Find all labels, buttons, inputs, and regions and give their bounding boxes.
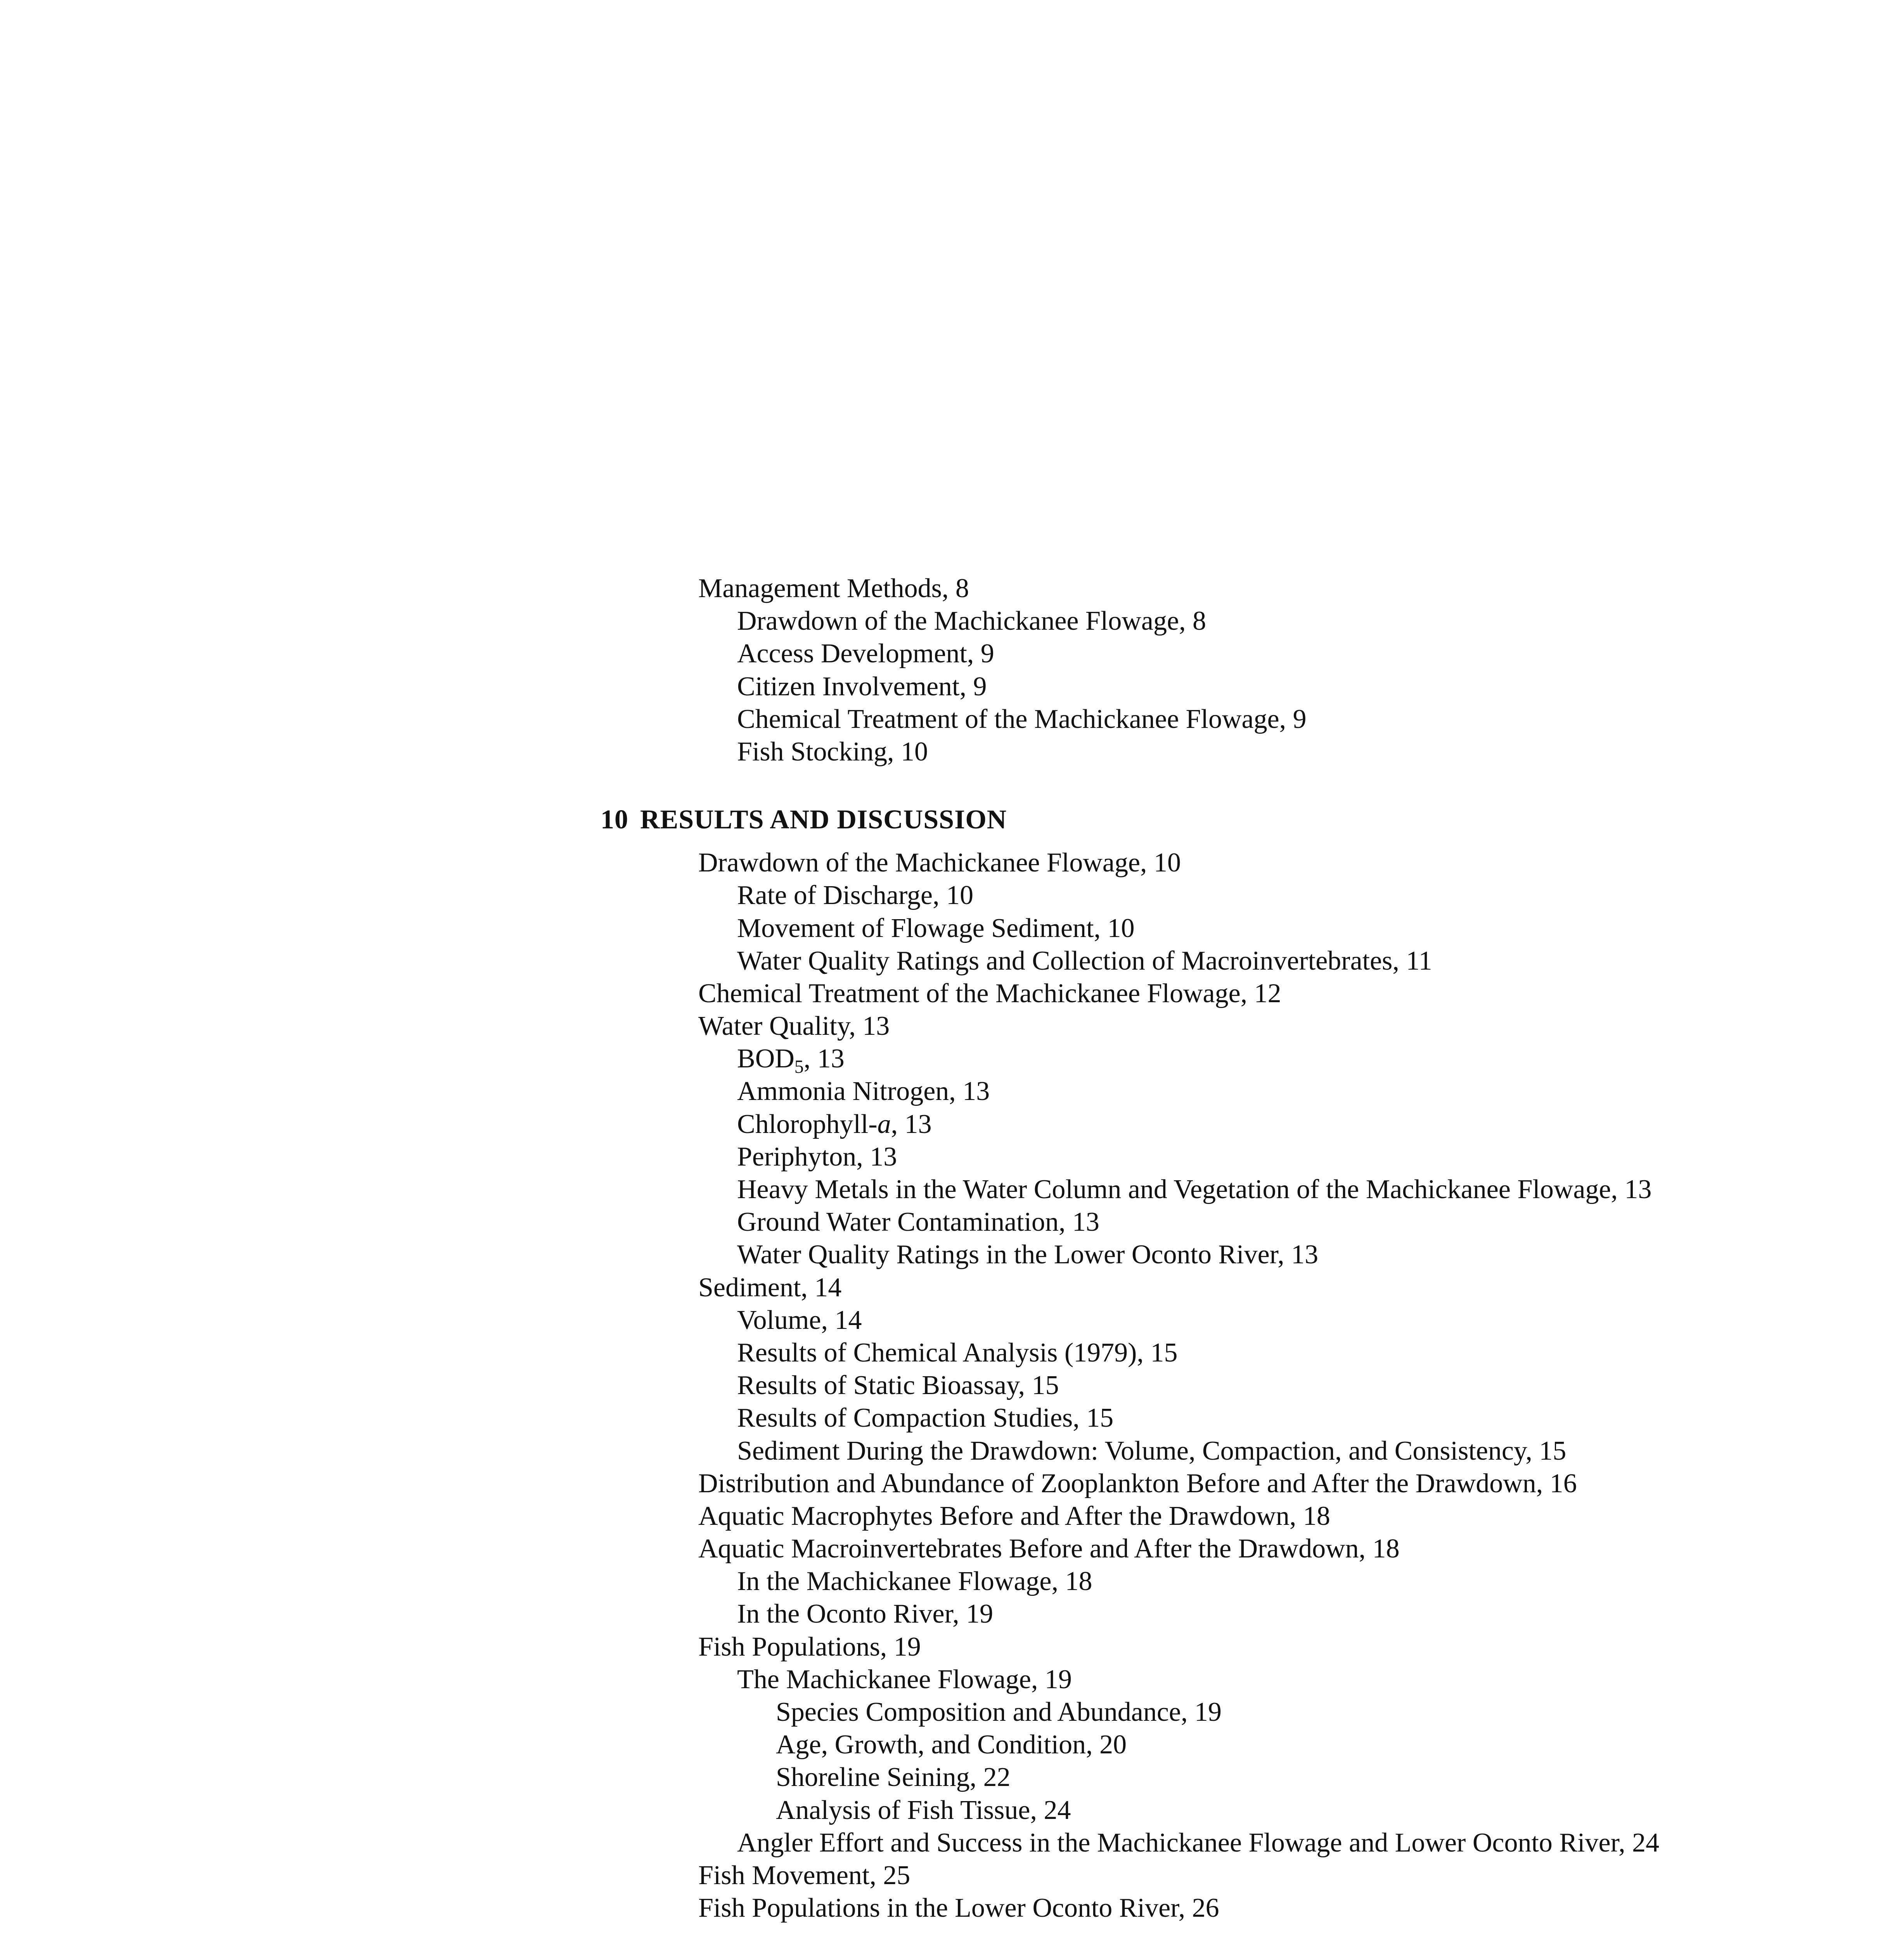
toc-entry[interactable]: Access Development, 9 (737, 639, 994, 669)
toc-entry[interactable]: Aquatic Macrophytes Before and After the Drawdown, 18 (698, 1501, 1330, 1531)
toc-entry[interactable]: Age, Growth, and Condition, 20 (776, 1730, 1127, 1760)
toc-entry[interactable]: Distribution and Abundance of Zooplankton Before and After the Drawdown, 16 (698, 1468, 1577, 1498)
toc-entry[interactable]: Water Quality Ratings and Collection of Macroinvertebrates, 11 (737, 946, 1432, 976)
toc-entry[interactable]: Ground Water Contamination, 13 (737, 1207, 1100, 1237)
toc-entry[interactable]: Angler Effort and Success in the Machickanee Flowage and Lower Oconto River, 24 (737, 1827, 1660, 1858)
toc-entry[interactable]: Results of Chemical Analysis (1979), 15 (737, 1337, 1178, 1368)
toc-entry[interactable]: Movement of Flowage Sediment, 10 (737, 913, 1135, 943)
toc-entry[interactable]: Water Quality Ratings in the Lower Oconto River, 13 (737, 1240, 1319, 1270)
toc-entry[interactable]: The Machickanee Flowage, 19 (737, 1664, 1072, 1694)
toc-entry[interactable]: In the Machickanee Flowage, 18 (737, 1566, 1092, 1597)
toc-entry[interactable]: Results of Compaction Studies, 15 (737, 1403, 1114, 1433)
toc-entry[interactable]: Drawdown of the Machickanee Flowage, 8 (737, 606, 1206, 636)
toc-entry[interactable]: Ammonia Nitrogen, 13 (737, 1076, 990, 1107)
toc-entry[interactable]: Citizen Involvement, 9 (737, 671, 987, 702)
toc-entry[interactable]: Analysis of Fish Tissue, 24 (776, 1795, 1071, 1825)
toc-entry[interactable]: Fish Stocking, 10 (737, 736, 928, 767)
toc-entry-page-suffix: , 13 (891, 1109, 932, 1139)
toc-entry[interactable]: $BOD_5$, 13 (737, 1044, 845, 1077)
toc-entry-italic: a (877, 1109, 891, 1139)
toc-entry[interactable]: Volume, 14 (737, 1305, 862, 1335)
toc-entries (640, 572, 1881, 768)
toc-entry[interactable]: Species Composition and Abundance, 19 (776, 1697, 1222, 1727)
toc-entry[interactable]: Heavy Metals in the Water Column and Vegetation of the Machickanee Flowage, 13 (737, 1174, 1652, 1204)
toc-entry[interactable]: Fish Movement, 25 (698, 1860, 910, 1890)
toc-entry[interactable]: Chemical Treatment of the Machickanee Flowage, 12 (698, 978, 1281, 1008)
toc-entry-page-suffix: , 13 (803, 1044, 845, 1074)
toc-section-results (601, 803, 1881, 1924)
toc-entry[interactable]: Shoreline Seining, 22 (776, 1762, 1011, 1793)
toc-entry[interactable]: Chemical Treatment of the Machickanee Flowage, 9 (737, 704, 1307, 734)
toc-entry[interactable]: Fish Populations in the Lower Oconto River, 26 (698, 1893, 1219, 1923)
toc-section-management (640, 572, 1881, 768)
toc-entry[interactable]: Aquatic Macroinvertebrates Before and After the Drawdown, 18 (698, 1534, 1400, 1564)
toc-entry[interactable]: Chlorophyll-a, 13 (737, 1109, 932, 1139)
toc-section-heading[interactable] (601, 803, 1881, 837)
toc-section-title: RESULTS AND DISCUSSION (640, 805, 1007, 835)
toc-entries (640, 847, 1881, 1924)
toc-entry[interactable]: Drawdown of the Machickanee Flowage, 10 (698, 848, 1181, 878)
toc-entry[interactable]: Water Quality, 13 (698, 1011, 890, 1041)
toc-entry[interactable]: In the Oconto River, 19 (737, 1599, 994, 1629)
toc-entry[interactable]: Management Methods, 8 (698, 573, 969, 603)
toc-section-page-number: 10 (601, 805, 628, 835)
toc-entry[interactable]: Sediment, 14 (698, 1272, 842, 1303)
toc-entry[interactable]: Sediment During the Drawdown: Volume, Compaction, and Consistency, 15 (737, 1436, 1566, 1466)
toc-entry[interactable]: Fish Populations, 19 (698, 1632, 921, 1662)
toc-entry[interactable]: Periphyton, 13 (737, 1141, 897, 1172)
toc-entry[interactable]: Results of Static Bioassay, 15 (737, 1370, 1059, 1401)
toc-entry-subscript: 5 (794, 1057, 804, 1077)
toc-entry[interactable]: Rate of Discharge, 10 (737, 880, 974, 911)
table-of-contents (601, 572, 1881, 1940)
